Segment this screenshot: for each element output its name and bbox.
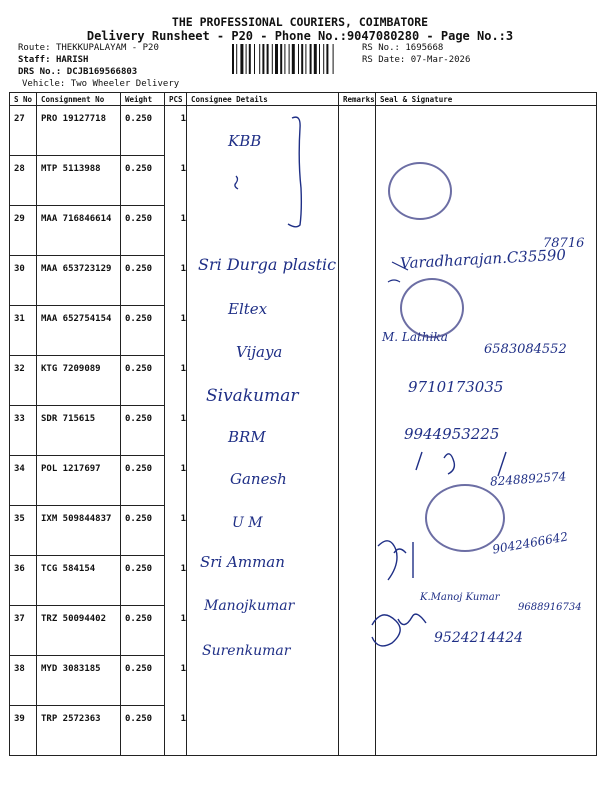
cell-weight: 0.250 [121,406,165,456]
cell-consignment: TRZ 50094402 [37,606,121,656]
cell-sno: 29 [10,206,37,256]
vehicle-label: Vehicle: [22,79,66,89]
rs-date-label: RS Date: [362,55,406,65]
cell-sno: 39 [10,706,37,756]
hw-kb: KBB [228,132,262,150]
cell-pcs: 1 [165,606,187,656]
rs-date-value: 07-Mar-2026 [410,55,471,65]
cell-consignment: MAA 652754154 [37,306,121,356]
cell-consignment: MYD 3083185 [37,656,121,706]
cell-sno: 38 [10,656,37,706]
signature-row35 [416,452,506,476]
cell-pcs: 1 [165,406,187,456]
hw-phone-2: 9710173035 [408,378,504,396]
route-label: Route: [18,43,51,53]
hw-ganesh: Ganesh [230,470,287,488]
cell-weight: 0.250 [121,606,165,656]
cell-sno: 37 [10,606,37,656]
cell-pcs: 1 [165,106,187,156]
cell-pcs: 1 [165,156,187,206]
rs-no-value: 1695668 [405,43,444,53]
cell-pcs: 1 [165,556,187,606]
cell-pcs: 1 [165,706,187,756]
cell-weight: 0.250 [121,106,165,156]
col-seal: Seal & Signature [376,93,597,106]
route-value: THEKKUPALAYAM - P20 [55,43,159,53]
hw-phone-3: 9944953225 [404,425,500,443]
cell-weight: 0.250 [121,656,165,706]
runsheet-subtitle: Delivery Runsheet - P20 - Phone No.:9047080280 - Page No.:3 [86,29,514,43]
hw-varadharajan: Varadharajan.C35590 [399,245,567,273]
cell-sno: 34 [10,456,37,506]
cell-consignment: POL 1217697 [37,456,121,506]
drs-value: DCJB169566803 [66,67,138,77]
cell-consignment: MAA 653723129 [37,256,121,306]
stamp-row36 [425,484,505,552]
hw-brm: BRM [228,428,266,446]
cell-sno: 36 [10,556,37,606]
hw-phone-1: 6583084552 [484,342,567,357]
cell-weight: 0.250 [121,306,165,356]
cell-consignment: TRP 2572363 [37,706,121,756]
hw-um: U M [232,515,263,531]
hw-phone-4: 8248892574 [489,469,567,489]
cell-consignment: TCG 584154 [37,556,121,606]
cell-weight: 0.250 [121,356,165,406]
hw-kmanoj: K.Manoj Kumar [420,592,500,603]
cell-consignment: MAA 716846614 [37,206,121,256]
drs-label: DRS No.: [18,67,62,77]
cell-sno: 30 [10,256,37,306]
cell-pcs: 1 [165,256,187,306]
rs-no-label: RS No.: [362,43,400,53]
cell-weight: 0.250 [121,456,165,506]
hw-suren: Surenkumar [202,643,291,659]
ditto-mark [235,176,238,189]
hw-phone-6: 9688916734 [518,602,582,613]
cell-consignment: SDR 715615 [37,406,121,456]
staff-value: HARISH [55,55,89,65]
cell-pcs: 1 [165,206,187,256]
cell-pcs: 1 [165,306,187,356]
hw-78716: 78716 [543,236,585,251]
hw-eltex: Eltex [228,300,268,318]
hw-phone-5: 9042466642 [491,529,569,557]
signature-row37 [378,541,413,580]
hw-sivakumar: Sivakumar [206,386,299,406]
hw-manoj: Manojkumar [204,598,295,614]
hw-durga: Sri Durga plastic [198,255,337,274]
signature-row39 [372,614,426,646]
cell-weight: 0.250 [121,256,165,306]
cell-pcs: 1 [165,656,187,706]
cell-weight: 0.250 [121,206,165,256]
cell-weight: 0.250 [121,506,165,556]
staff-label: Staff: [18,55,51,65]
hw-amman: Sri Amman [200,553,285,571]
stamp-row31 [400,278,464,338]
cell-sno: 32 [10,356,37,406]
company-title: THE PROFESSIONAL COURIERS, COIMBATORE [171,15,429,29]
stamp-row29 [388,162,452,220]
col-sno: S No [10,93,37,106]
cell-sno: 28 [10,156,37,206]
cell-weight: 0.250 [121,556,165,606]
cell-sno: 31 [10,306,37,356]
cell-sno: 33 [10,406,37,456]
cell-weight: 0.250 [121,706,165,756]
col-weight: Weight [121,93,165,106]
hw-phone-7: 9524214424 [434,630,524,646]
cell-sno: 35 [10,506,37,556]
cell-pcs: 1 [165,506,187,556]
col-consignment: Consignment No [37,93,121,106]
cell-consignment: IXM 509844837 [37,506,121,556]
cell-pcs: 1 [165,356,187,406]
hw-vijaya: Vijaya [236,343,283,361]
col-pcs: PCS [165,93,187,106]
cell-weight: 0.250 [121,156,165,206]
cell-consignment: MTP 5113988 [37,156,121,206]
ditto-bracket [288,117,301,227]
col-consignee: Consignee Details [187,93,339,106]
vehicle-value: Two Wheeler Delivery [70,79,180,89]
cell-sno: 27 [10,106,37,156]
col-remarks: Remarks [339,93,376,106]
cell-pcs: 1 [165,456,187,506]
cell-consignment: PRO 19127718 [37,106,121,156]
hw-lathika: M. Lathika [382,330,448,344]
cell-consignment: KTG 7209089 [37,356,121,406]
